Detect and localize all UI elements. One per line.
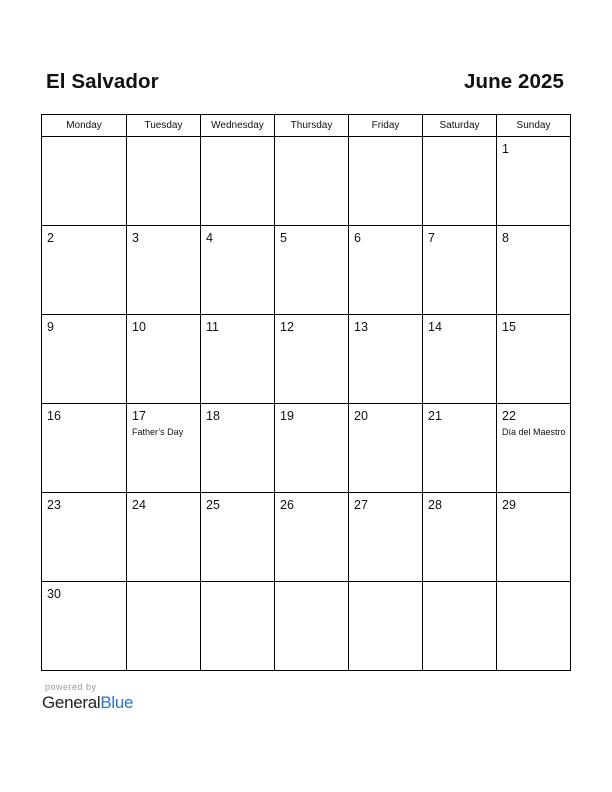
day-number: 8 [502, 231, 509, 245]
week-row [42, 315, 571, 404]
day-number: 5 [280, 231, 287, 245]
day-cell [42, 315, 127, 404]
day-number: 13 [354, 320, 368, 334]
day-cell [349, 226, 423, 315]
day-number: 6 [354, 231, 361, 245]
day-cell [42, 404, 127, 493]
day-cell [42, 493, 127, 582]
brand-general: General [42, 693, 101, 712]
day-cell [423, 493, 497, 582]
day-cell [423, 226, 497, 315]
holiday-label: Father’s Day [132, 427, 184, 437]
generalblue-logo [42, 693, 133, 713]
day-cell [127, 137, 201, 226]
day-cell [423, 404, 497, 493]
day-cell [42, 226, 127, 315]
weekday-saturday: Saturday [423, 115, 497, 137]
day-number: 21 [428, 409, 442, 423]
powered-by-text: powered by [45, 682, 97, 692]
day-number: 4 [206, 231, 213, 245]
day-cell [423, 137, 497, 226]
day-cell [349, 493, 423, 582]
week-row [42, 493, 571, 582]
day-number: 22 [502, 409, 516, 423]
day-cell [201, 493, 275, 582]
day-cell [497, 137, 571, 226]
day-cell [127, 404, 201, 493]
day-number: 2 [47, 231, 54, 245]
day-number: 7 [428, 231, 435, 245]
day-number: 26 [280, 498, 294, 512]
day-cell [349, 404, 423, 493]
day-number: 28 [428, 498, 442, 512]
day-number: 10 [132, 320, 146, 334]
day-cell [423, 582, 497, 671]
day-cell [201, 315, 275, 404]
day-number: 11 [206, 320, 219, 334]
country-title: El Salvador [46, 70, 159, 93]
day-cell [349, 137, 423, 226]
day-cell [275, 226, 349, 315]
day-number: 30 [47, 587, 61, 601]
day-cell [201, 404, 275, 493]
day-number: 25 [206, 498, 220, 512]
day-cell [275, 493, 349, 582]
day-number: 17 [132, 409, 146, 423]
day-cell [275, 582, 349, 671]
weekday-sunday: Sunday [497, 115, 571, 137]
day-cell [275, 137, 349, 226]
day-cell [349, 582, 423, 671]
day-number: 14 [428, 320, 442, 334]
week-row [42, 582, 571, 671]
day-number: 15 [502, 320, 516, 334]
day-cell [497, 493, 571, 582]
calendar-grid [41, 114, 571, 671]
day-cell [275, 404, 349, 493]
weekday-header-row [42, 115, 571, 137]
week-row [42, 404, 571, 493]
day-cell [127, 315, 201, 404]
day-cell [497, 404, 571, 493]
day-cell [201, 226, 275, 315]
day-number: 12 [280, 320, 294, 334]
day-cell [127, 226, 201, 315]
day-number: 29 [502, 498, 516, 512]
day-number: 16 [47, 409, 61, 423]
day-cell [42, 137, 127, 226]
day-number: 19 [280, 409, 294, 423]
day-number: 1 [502, 142, 509, 156]
day-number: 3 [132, 231, 139, 245]
day-cell [497, 315, 571, 404]
day-cell [275, 315, 349, 404]
day-cell [201, 137, 275, 226]
day-cell [497, 226, 571, 315]
brand-blue: Blue [100, 693, 134, 712]
day-cell [127, 493, 201, 582]
weekday-monday: Monday [42, 115, 127, 137]
weekday-thursday: Thursday [275, 115, 349, 137]
weekday-wednesday: Wednesday [201, 115, 275, 137]
day-number: 27 [354, 498, 368, 512]
week-row [42, 226, 571, 315]
day-cell [127, 582, 201, 671]
day-number: 23 [47, 498, 61, 512]
day-cell [42, 582, 127, 671]
day-cell [497, 582, 571, 671]
day-number: 20 [354, 409, 368, 423]
week-row [42, 137, 571, 226]
day-cell [201, 582, 275, 671]
day-number: 9 [47, 320, 54, 334]
weekday-tuesday: Tuesday [127, 115, 201, 137]
day-cell [423, 315, 497, 404]
day-number: 18 [206, 409, 220, 423]
day-cell [349, 315, 423, 404]
month-year-title: June 2025 [463, 70, 564, 93]
day-number: 24 [132, 498, 146, 512]
weekday-friday: Friday [349, 115, 423, 137]
holiday-label: Día del Maestro [502, 427, 566, 437]
